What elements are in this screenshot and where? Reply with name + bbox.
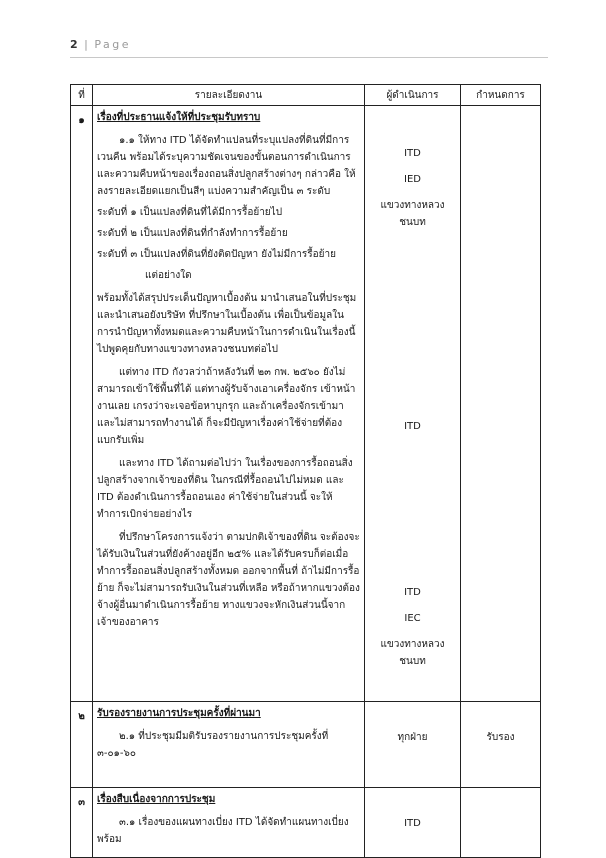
row-responsible: [365, 788, 461, 858]
table-header-row: [71, 85, 541, 106]
detail-paragraph: ๓.๑ เรื่องของแผนทางเบี่ยง ITD ได้จัดทำแผนทางเบี่ยงพร้อม: [97, 817, 349, 845]
header-rule: [70, 57, 548, 58]
row-deadline: [461, 702, 541, 788]
table-row: [71, 702, 541, 788]
row-number: ๑: [71, 106, 93, 702]
table-row: [71, 106, 541, 702]
row-number: ๒: [71, 702, 93, 788]
detail-paragraph: ๑.๑ ให้ทาง ITD ได้จัดทำแปลนที่ระบุแปลงที่ดินที่มีการเวนคืน พร้อมได้ระบุความชัดเจนของขั้นตอนการดำเนินการและความคืบหน้าของเรื่องถอนสิ่งปลูกสร้างต่างๆ กล่าวคือ ให้ลงรายละเอียดแยกเป็นสีๆ แบ่งความสำคัญเป็น ๓ ระดับ: [97, 135, 356, 197]
page-separator: |: [84, 38, 89, 51]
detail-paragraph: ที่ปรึกษาโครงการแจ้งว่า ตามปกติเจ้าของที่ดิน จะต้องจะได้รับเงินในส่วนที่ยังค้างอยู่อีก ๒๕% และได้รับครบก็ต่อเมื่อทำการรื้อถอนสิ่งปลูกสร้างทั้งหมด ออกจากพื้นที่ ถ้าไม่มีการรื้อย้าย ก็จะไม่สามารถรับเงินในส่วนที่เหลือ หรือถ้าหากแขวงต้องจ้างผู้อื่นมาดำเนินการรื้อย้าย ทางแขวงจะหักเงินส่วนนี้จากเจ้าของอาคาร: [97, 532, 360, 628]
row-number: ๓: [71, 788, 93, 858]
header-responsible: ผู้ดำเนินการ: [365, 85, 461, 106]
detail-paragraph: ๒.๑ ที่ประชุมมีมติรับรองรายงานการประชุมครั้งที่ ๓-๐๑-๖๐: [97, 731, 329, 759]
row-detail: [93, 106, 365, 702]
page-number: 2: [70, 38, 79, 51]
minutes-table: [70, 84, 541, 858]
responsible-party: ทุกฝ่าย: [397, 732, 428, 743]
header-deadline: กำหนดการ: [461, 85, 541, 106]
header-no: ที่: [71, 85, 93, 106]
detail-paragraph: พร้อมทั้งได้สรุปประเด็นปัญหาเบื้องต้น มานำเสนอในที่ประชุม และนำเสนอยังบริษัท ที่ปรึกษาในเบื้องต้น เพื่อเป็นข้อมูลในการนำปัญหาทั้งหมดและความคืบหน้าในการดำเนินในเรื่องนี้ไปพูดคุยกับทางแขวงทางหลวงชนบทต่อไป: [97, 293, 357, 355]
page-label: Page: [94, 38, 132, 51]
responsible-party: ITD: [404, 148, 421, 159]
topic-heading: เรื่องสืบเนื่องจากการประชุม: [97, 794, 216, 805]
row-detail: [93, 788, 365, 858]
responsible-party: แขวงทางหลวงชนบท: [380, 639, 445, 667]
level-item: ระดับที่ ๒ เป็นแปลงที่ดินที่กำลังทำการรื้อย้าย: [97, 228, 288, 239]
responsible-party: IEC: [404, 613, 421, 624]
row-responsible: [365, 702, 461, 788]
table-row: [71, 788, 541, 858]
responsible-party: IED: [404, 174, 421, 185]
responsible-party: ITD: [404, 818, 421, 829]
row-responsible: [365, 106, 461, 702]
topic-heading: เรื่องที่ประธานแจ้งให้ที่ประชุมรับทราบ: [97, 112, 261, 123]
level-item-continued: แต่อย่างใด: [145, 270, 192, 281]
row-deadline: [461, 106, 541, 702]
row-deadline: [461, 788, 541, 858]
level-item: ระดับที่ ๑ เป็นแปลงที่ดินที่ได้มีการรื้อย้ายไป: [97, 207, 283, 218]
page-header: [70, 38, 131, 51]
responsible-party: ITD: [404, 587, 421, 598]
header-detail: รายละเอียดงาน: [93, 85, 365, 106]
deadline-value: รับรอง: [486, 732, 515, 743]
responsible-party: ITD: [404, 421, 421, 432]
detail-paragraph: และทาง ITD ได้ถามต่อไปว่า ในเรื่องของการรื้อถอนสิ่งปลูกสร้างจากเจ้าของที่ดิน ในกรณีที่รื้อถอนไปไม่หมด และ ITD ต้องดำเนินการรื้อถอนเอง ค่าใช้จ่ายในส่วนนี้ จะให้ทำการเบิกจ่ายอย่างไร: [97, 458, 353, 520]
detail-paragraph: แต่ทาง ITD กังวลว่าถ้าหลังวันที่ ๒๓ กพ. ๒๕๖๐ ยังไม่สามารถเข้าใช้พื้นที่ได้ แต่ทางผู้รับจ้างเอาเครื่องจักร เข้าหน้างานเลย เกรงว่าจะเจอข้อหาบุกรุก และถ้าเครื่องจักรเข้ามาและไม่สามารถทำงานได้ ก็จะมีปัญหาเรื่องค่าใช้จ่ายที่ต้องแบกรับเพิ่ม: [97, 367, 356, 446]
responsible-party: แขวงทางหลวงชนบท: [380, 200, 445, 228]
topic-heading: รับรองรายงานการประชุมครั้งที่ผ่านมา: [97, 708, 261, 719]
level-item: ระดับที่ ๓ เป็นแปลงที่ดินที่ยังติดปัญหา ยังไม่มีการรื้อย้าย: [97, 249, 336, 260]
row-detail: [93, 702, 365, 788]
